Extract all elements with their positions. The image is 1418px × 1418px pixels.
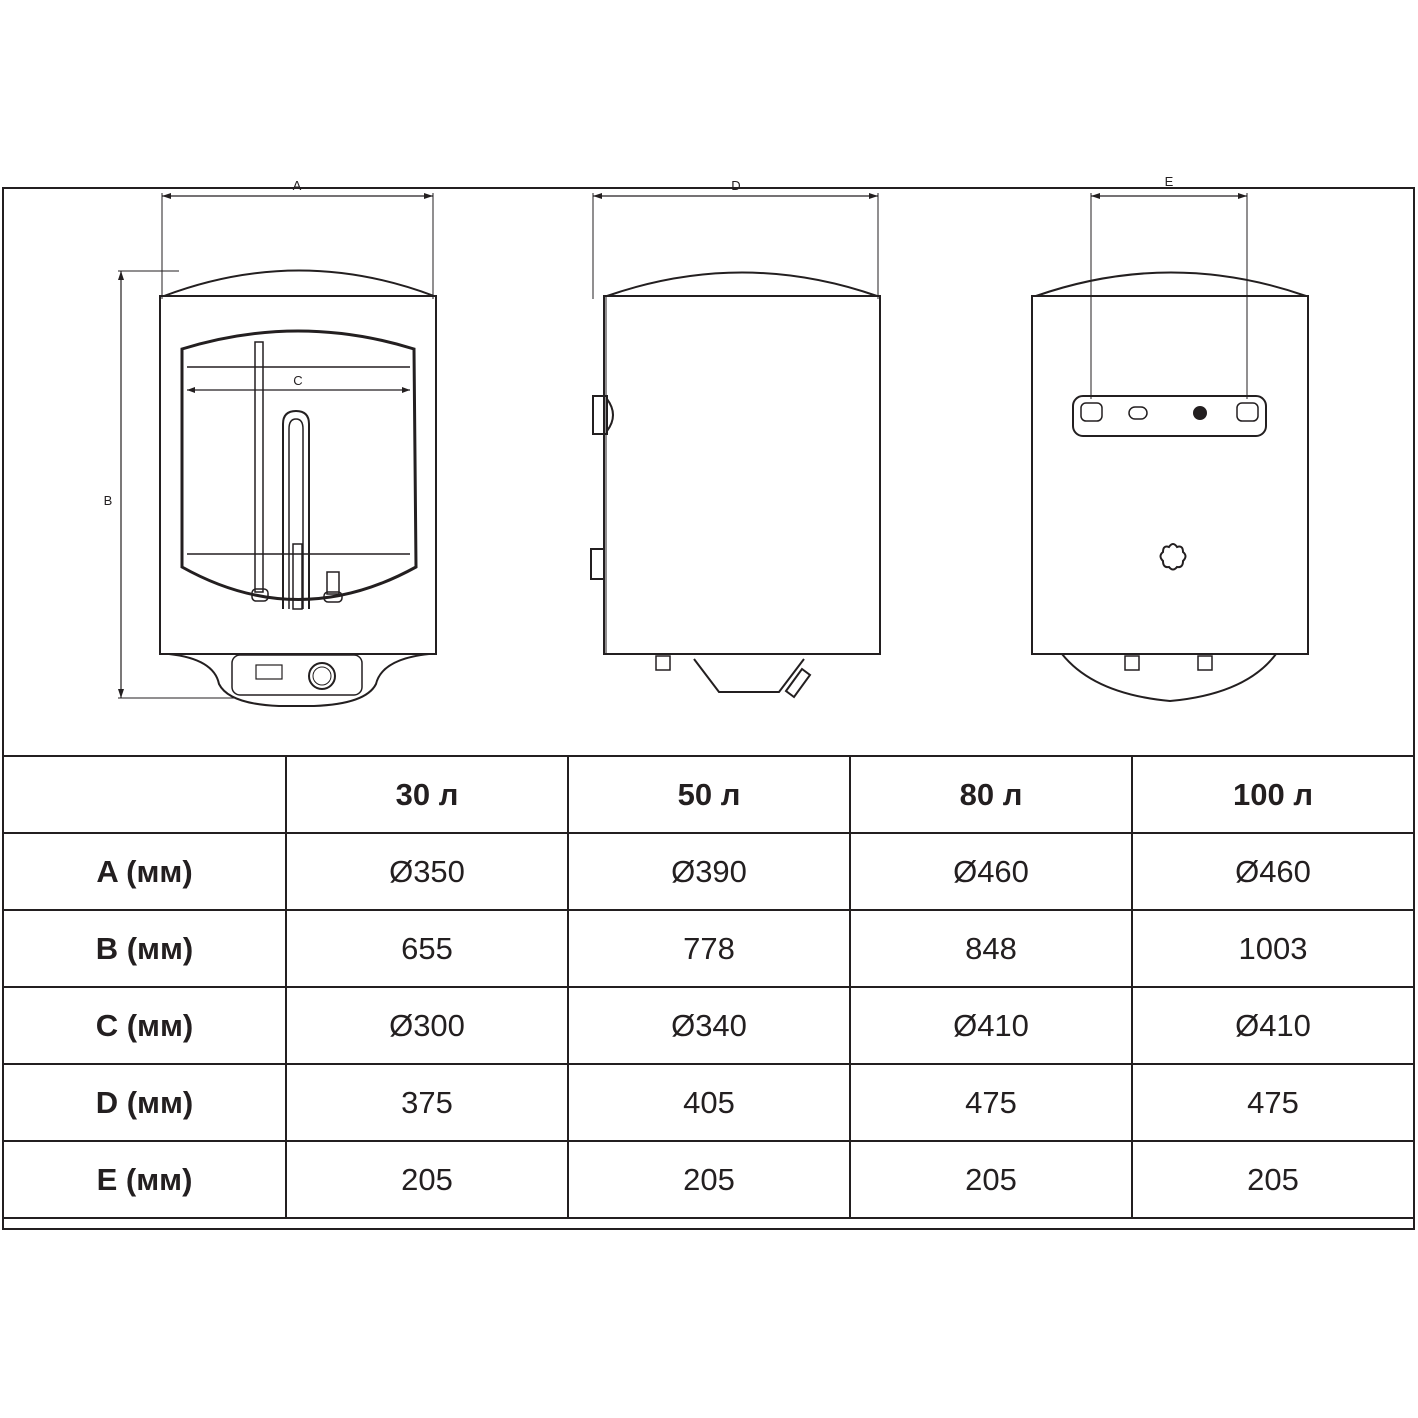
row-label: E (мм) [3, 1141, 286, 1218]
table-cell: 475 [1132, 1064, 1414, 1141]
header-cell-30l: 30 л [286, 756, 568, 833]
header-cell-80l: 80 л [850, 756, 1132, 833]
table-header-row [3, 756, 1414, 833]
table-row-c [3, 987, 1414, 1064]
table-row-b [3, 910, 1414, 987]
table-cell: 205 [850, 1141, 1132, 1218]
table-cell: Ø300 [286, 987, 568, 1064]
table-cell: 205 [568, 1141, 850, 1218]
table-cell: 475 [850, 1064, 1132, 1141]
table-cell: 655 [286, 910, 568, 987]
row-label: D (мм) [3, 1064, 286, 1141]
table-cell: 205 [1132, 1141, 1414, 1218]
table-cell: 205 [286, 1141, 568, 1218]
table-cell: 1003 [1132, 910, 1414, 987]
row-label: B (мм) [3, 910, 286, 987]
dim-label-b: B [103, 493, 113, 508]
front-view-drawing [118, 193, 436, 706]
table-row-e [3, 1141, 1414, 1218]
table-cell: 375 [286, 1064, 568, 1141]
table-cell: Ø460 [1132, 833, 1414, 910]
table-cell: Ø410 [1132, 987, 1414, 1064]
row-label: A (мм) [3, 833, 286, 910]
technical-drawings [4, 174, 1417, 755]
table-cell: Ø390 [568, 833, 850, 910]
dim-label-d: D [731, 178, 741, 193]
header-cell-100l: 100 л [1132, 756, 1414, 833]
dim-label-c: C [293, 373, 303, 388]
table-cell: Ø350 [286, 833, 568, 910]
row-label: C (мм) [3, 987, 286, 1064]
table-cell: Ø410 [850, 987, 1132, 1064]
dim-label-e: E [1164, 174, 1174, 189]
table-cell: Ø460 [850, 833, 1132, 910]
header-cell-50l: 50 л [568, 756, 850, 833]
dimensions-table [2, 755, 1415, 1219]
table-row-d [3, 1064, 1414, 1141]
table-row-a [3, 833, 1414, 910]
header-cell-empty [3, 756, 286, 833]
table-cell: Ø340 [568, 987, 850, 1064]
side-view-drawing [591, 193, 880, 697]
table-cell: 778 [568, 910, 850, 987]
dim-label-a: A [292, 178, 302, 193]
spec-sheet-frame [2, 174, 1415, 1230]
table-cell: 405 [568, 1064, 850, 1141]
table-cell: 848 [850, 910, 1132, 987]
back-view-drawing [1032, 193, 1308, 701]
